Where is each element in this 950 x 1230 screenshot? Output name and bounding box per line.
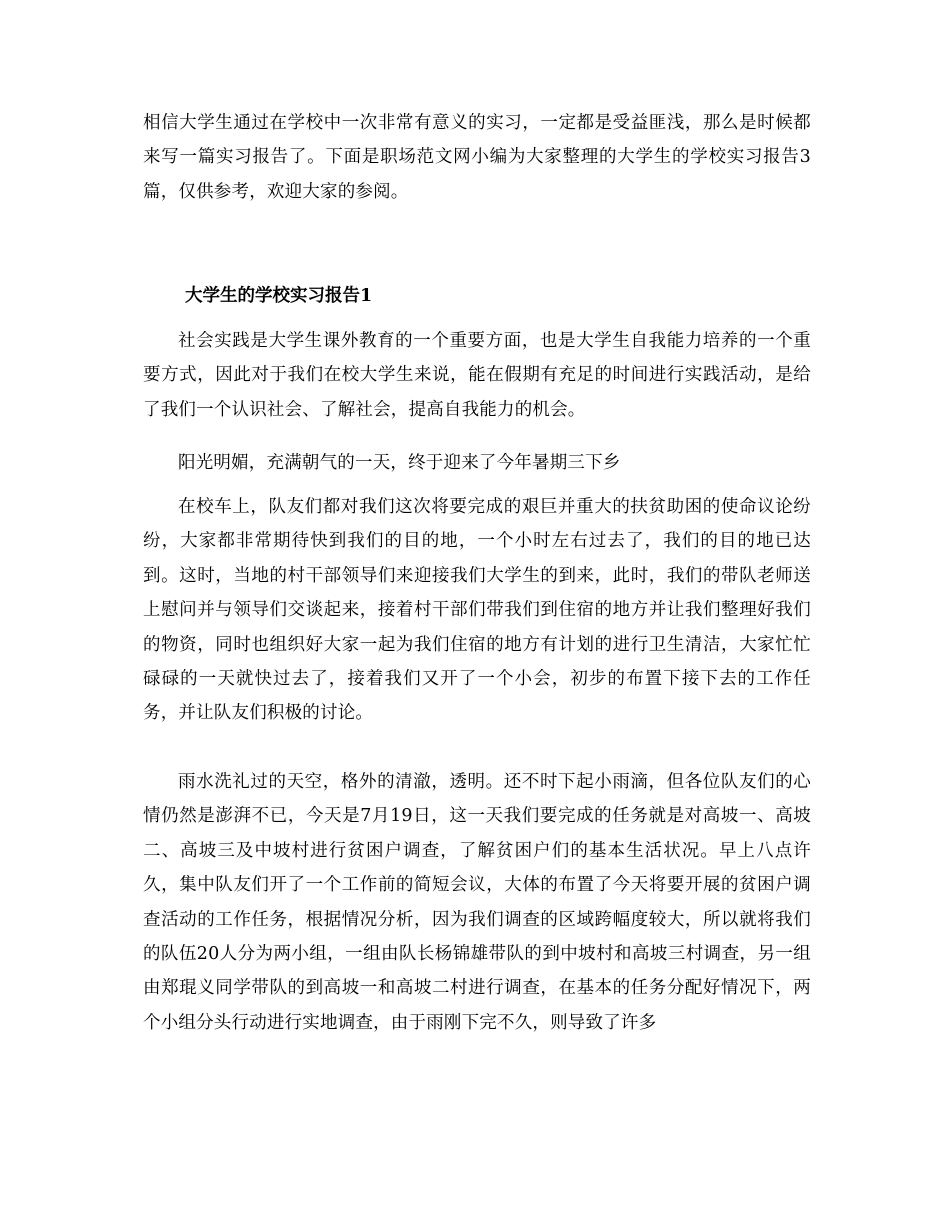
body-paragraph-3: 在校车上，队友们都对我们这次将要完成的艰巨并重大的扶贫助困的使命议论纷纷，大家都非常期待快到我们的目的地，一个小时左右过去了，我们的目的地已达到。这时，当地的村干部领导们来迎接我们大学生的到来，此时，我们的带队老师送上慰问并与领导们交谈起来，接着村干部们带我们到住宿的地方并让我们整理好我们的物资，同时也组织好大家一起为我们住宿的地方有计划的进行卫生清洁，大家忙忙碌碌的一天就快过去了，接着我们又开了一个小会，初步的布置下接下去的工作任务，并让队友们积极的讨论。 <box>143 497 811 724</box>
body-paragraph-1: 社会实践是大学生课外教育的一个重要方面，也是大学生自我能力培养的一个重要方式，因此对于我们在校大学生来说，能在假期有充足的时间进行实践活动，是给了我们一个认识社会、了解社会，提高自我能力的机会。 <box>143 331 811 420</box>
body-paragraph-4: 雨水洗礼过的天空，格外的清澈，透明。还不时下起小雨滴，但各位队友们的心情仍然是澎湃不已，今天是7月19日，这一天我们要完成的任务就是对高坡一、高坡二、高坡三及中坡村进行贫困户调查，了解贫困户们的基本生活状况。早上八点许久，集中队友们开了一个工作前的简短会议，大体的布置了今天将要开展的贫困户调查活动的工作任务，根据情况分析，因为我们调查的区域跨幅度较大，所以就将我们的队伍20人分为两小组，一组由队长杨锦雄带队的到中坡村和高坡三村调查，另一组由郑琨义同学带队的到高坡一和高坡二村进行调查，在基本的任务分配好情况下，两个小组分头行动进行实地调查，由于雨刚下完不久，则导致了许多 <box>143 772 811 1033</box>
intro-paragraph: 相信大学生通过在学校中一次非常有意义的实习，一定都是受益匪浅，那么是时候都来写一篇实习报告了。下面是职场范文网小编为大家整理的大学生的学校实习报告3篇，仅供参考，欢迎大家的参阅。 <box>143 113 811 202</box>
body-paragraph-2: 阳光明媚，充满朝气的一天，终于迎来了今年暑期三下乡 <box>178 453 621 473</box>
section-title: 大学生的学校实习报告1 <box>185 286 373 306</box>
